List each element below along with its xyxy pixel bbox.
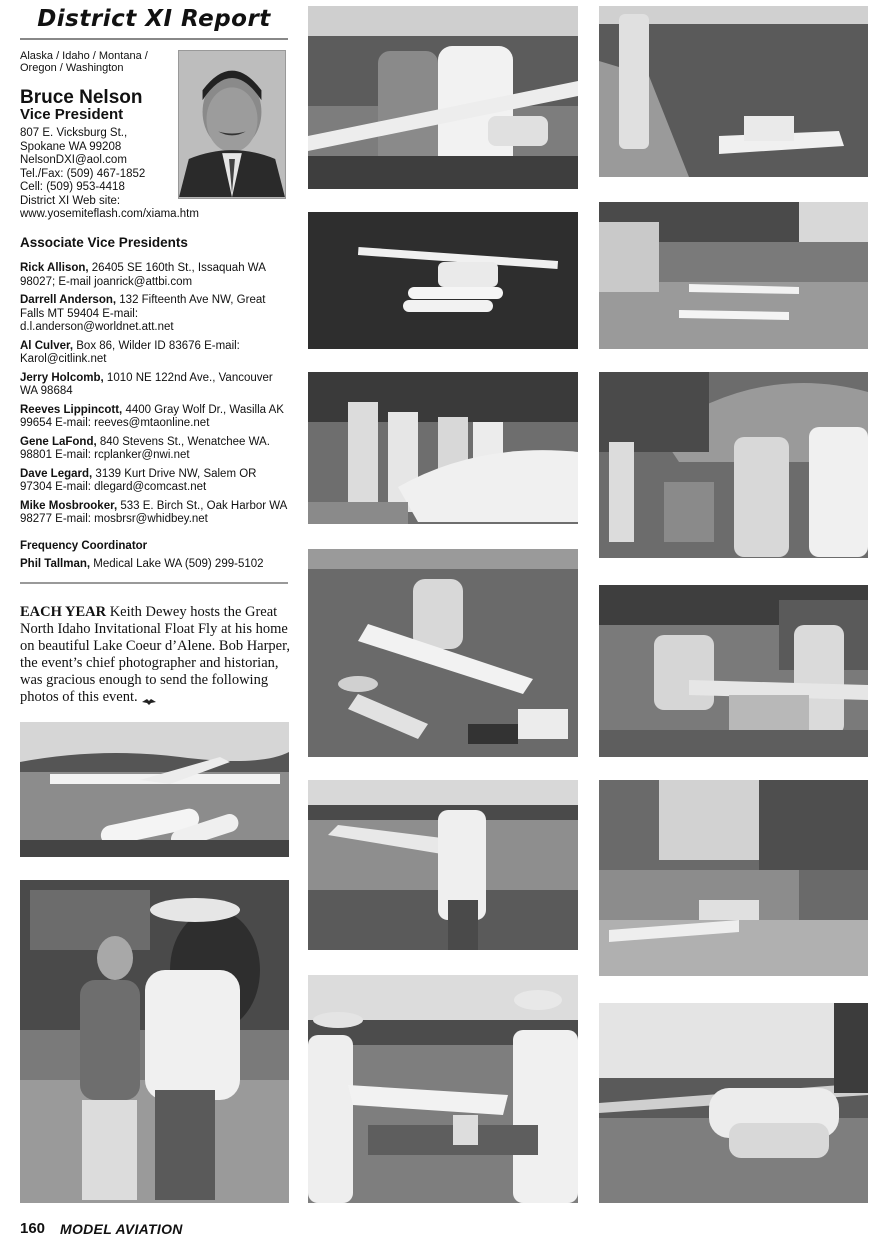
associate-name: Dave Legard, xyxy=(20,467,93,480)
associate-details: 3139 Kurt Drive NW, Salem OR 97304 E-mail: dlegard@comcast.net xyxy=(20,467,257,493)
coordinator-name: Phil Tallman, xyxy=(20,558,91,570)
end-mark-icon xyxy=(142,694,156,702)
photo-floatplane-taxiing xyxy=(308,212,578,349)
email-link[interactable]: NelsonDXI@aol.com xyxy=(20,154,127,166)
associate-name: Gene LaFond, xyxy=(20,435,97,448)
associate-entry xyxy=(20,372,288,399)
photo-docked-floatplanes xyxy=(599,202,868,349)
phone-line: Tel./Fax: (509) 467-1852 xyxy=(20,167,146,180)
associate-name: Jerry Holcomb, xyxy=(20,371,104,384)
photo-boat-and-crowd xyxy=(308,372,578,524)
column-title: District XI Report xyxy=(37,6,271,32)
associates-heading: Associate Vice Presidents xyxy=(20,235,188,250)
associate-details: 4400 Gray Wolf Dr., Wasilla AK 99654 E-mail: reeves@mtaonline.net xyxy=(20,403,284,429)
associate-details: 533 E. Birch St., Oak Harbor WA 98277 E-mail: mosbrsr@whidbey.net xyxy=(20,499,287,525)
frequency-coordinator xyxy=(20,558,264,570)
associate-entry xyxy=(20,436,288,463)
associate-entry xyxy=(20,340,288,367)
story-lead: EACH YEAR xyxy=(20,604,107,620)
associate-details: 1010 NE 122nd Ave., Vancouver WA 98684 xyxy=(20,371,273,397)
photo-pilot-holding-plane xyxy=(308,780,578,950)
associate-name: Darrell Anderson, xyxy=(20,294,117,306)
website-link[interactable]: www.yosemiteflash.com/xiama.htm xyxy=(20,208,199,220)
cell-line: Cell: (509) 953-4418 xyxy=(20,181,125,193)
frequency-heading: Frequency Coordinator xyxy=(20,540,148,552)
photo-spectators-on-dock xyxy=(20,880,289,1203)
associate-name: Rick Allison, xyxy=(20,262,89,274)
address-line: Spokane WA 99208 xyxy=(20,140,122,153)
photo-twin-engine-model xyxy=(599,1003,868,1203)
story-text xyxy=(20,604,290,706)
magazine-name: MODEL AVIATION xyxy=(60,1221,183,1237)
associate-name: Mike Mosbrooker, xyxy=(20,499,118,512)
associate-entry xyxy=(20,468,288,495)
vice-president-title: Vice President xyxy=(20,106,124,123)
associate-details: 840 Stevens St., Wenatchee WA. 98801 E-mail: rcplanker@nwi.net xyxy=(20,435,270,461)
associate-details: 26405 SE 160th St., Issaquah WA 98027; E-mail joanrick@attbi.com xyxy=(20,262,266,288)
story-body: Keith Dewey hosts the Great North Idaho Invitational Float Fly at his home on beautiful Lake Coeur d’Alene. Bob Harper, the event’s chief photographer and historian, was gracious enough to send the following photos of this event. xyxy=(20,604,290,705)
photo-man-on-pier xyxy=(599,6,868,177)
associates-list xyxy=(20,262,288,532)
photo-models-on-lawn xyxy=(308,549,578,757)
photo-pilots-under-canopy xyxy=(599,372,868,558)
associate-details: 132 Fifteenth Ave NW, Great Falls MT 59404 E-mail: d.l.anderson@worldnet.att.net xyxy=(20,294,266,333)
associate-entry xyxy=(20,294,288,335)
title-rule xyxy=(20,38,288,40)
photo-floatplane-on-water xyxy=(20,722,289,857)
vice-president-portrait xyxy=(178,50,286,199)
associate-details: Box 86, Wilder ID 83676 E-mail: Karol@citlink.net xyxy=(20,339,240,365)
photo-group-at-picnic-table xyxy=(308,975,578,1203)
photo-two-pilots-with-model xyxy=(308,6,578,189)
section-rule xyxy=(20,582,288,584)
vice-president-contact xyxy=(20,127,199,222)
district-states: Alaska / Idaho / Montana / Oregon / Washington xyxy=(20,50,148,74)
associate-name: Reeves Lippincott, xyxy=(20,403,123,416)
page-number: 160 xyxy=(20,1220,46,1237)
coordinator-details: Medical Lake WA (509) 299-5102 xyxy=(90,558,264,570)
photo-house-and-parked-models xyxy=(599,780,868,976)
associate-entry xyxy=(20,262,288,289)
address-line: 807 E. Vicksburg St., xyxy=(20,127,128,139)
vice-president-name: Bruce Nelson xyxy=(20,87,143,108)
associate-entry xyxy=(20,404,288,431)
associate-name: Al Culver, xyxy=(20,339,74,352)
photo-flag-painted-model xyxy=(599,585,868,757)
website-label: District XI Web site: xyxy=(20,194,121,207)
associate-entry xyxy=(20,500,288,527)
